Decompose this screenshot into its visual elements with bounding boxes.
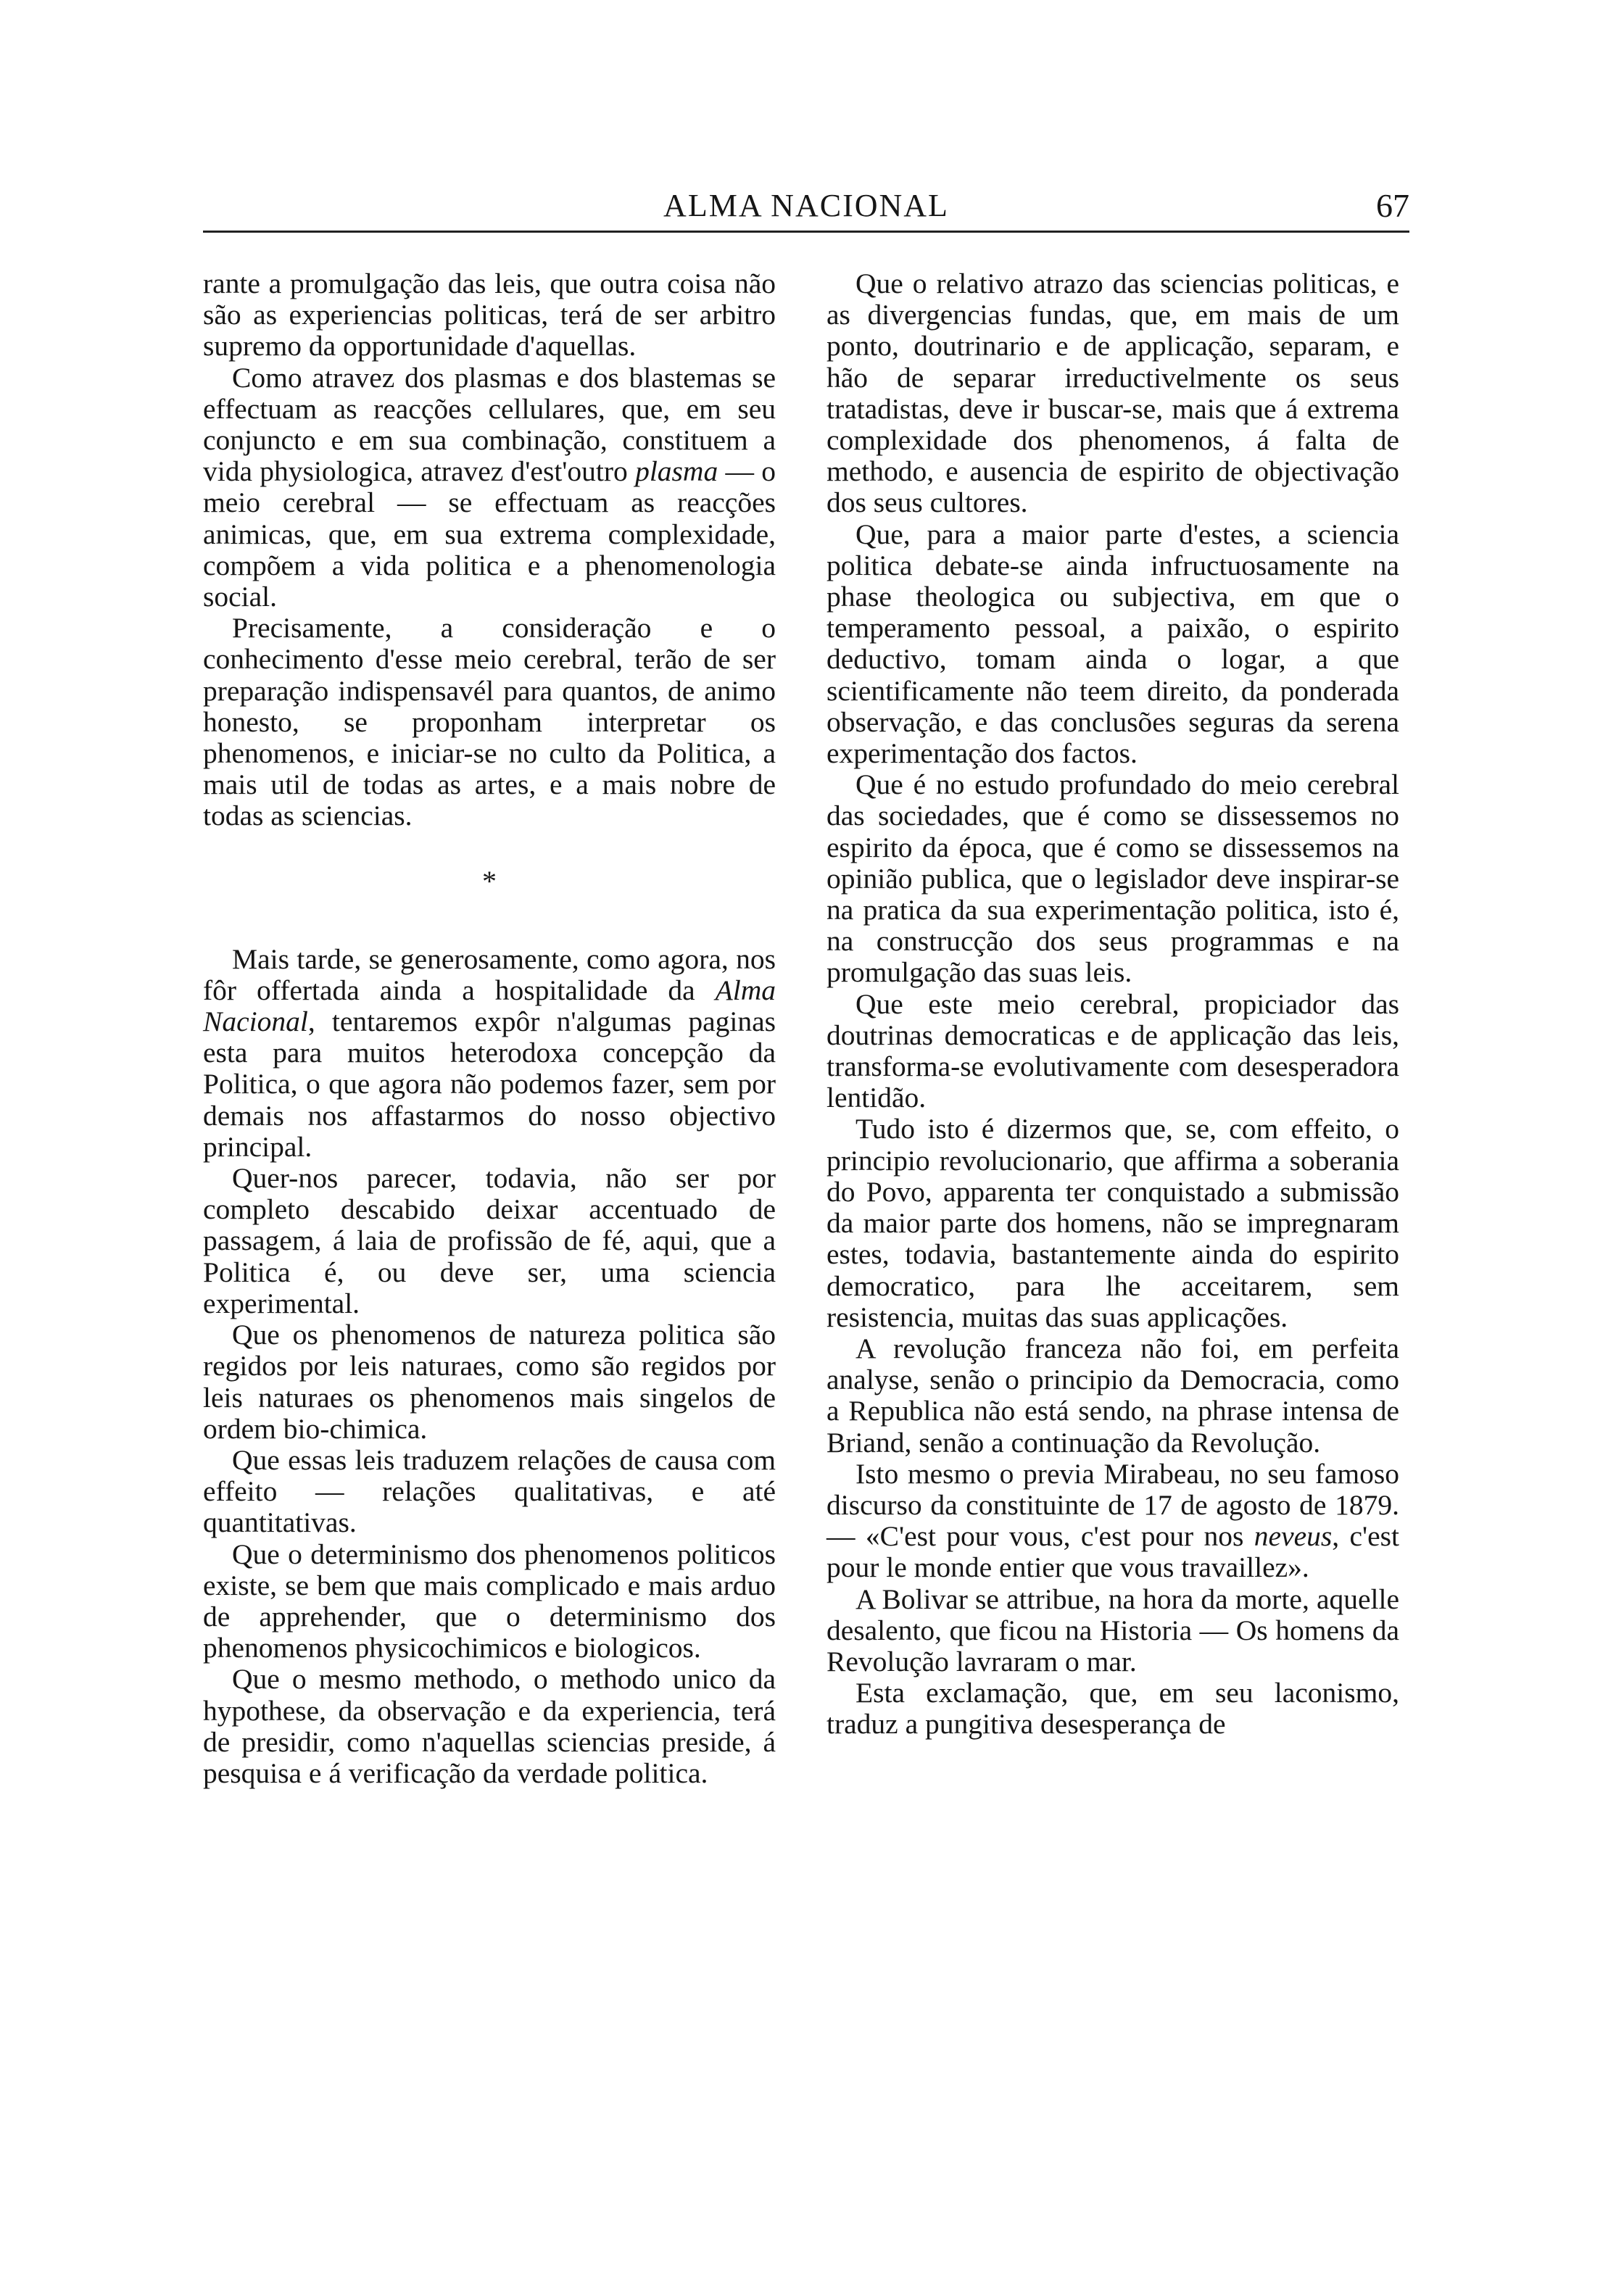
paragraph: rante a promulgação das leis, que outra coisa não são as experiencias politicas, terá de ser arbitro supremo da opportunidade d'aquellas. [203, 267, 776, 362]
paragraph [203, 362, 776, 613]
paragraph: A revolução franceza não foi, em perfeita analyse, senão o principio da Democracia, como a Republica não está sendo, na phrase intensa de Briand, senão a continuação da Revolução. [826, 1332, 1399, 1459]
header-rule [203, 231, 1409, 233]
paragraph: Que este meio cerebral, propiciador das doutrinas democraticas e de applicação das leis, transforma-se evolutivamente com desesperadora lentidão. [826, 987, 1399, 1114]
paragraph-text: — o meio cerebral — se effectuam as reacções animicas, que, em sua extrema complexidade, compõem a vida politica e a phenomenologia social. [203, 455, 776, 613]
italic-title: Alma Nacional [203, 974, 776, 1038]
left-column [203, 268, 776, 1789]
paragraph: A Bolivar se attribue, na hora da morte, aquelle desalento, que ficou na Historia — Os homens da Revolução lavraram o mar. [826, 1583, 1399, 1677]
italic-word: neveus [1254, 1520, 1333, 1553]
paragraph: Que o mesmo methodo, o methodo unico da hypothese, da observação e da experiencia, terá de presidir, como n'aquellas sciencias preside, á pesquisa e á verificação da verdade politica. [203, 1663, 776, 1789]
paragraph [826, 1459, 1399, 1584]
paragraph: Que é no estudo profundado do meio cerebral das sociedades, que é como se dissessemos no espirito da época, que é como se dissessemos na opinião publica, que o legislador deve inspirar-se na pratica da sua experimentação politica, isto é, na construcção dos seus programmas e na promulgação das suas leis. [826, 768, 1399, 989]
italic-term: plasma [635, 455, 718, 488]
paragraph: Que o determinismo dos phenomenos politicos existe, se bem que mais complicado e mais arduo de apprehender, que o determinismo dos phenomenos physicochimicos e biologicos. [203, 1538, 776, 1664]
paragraph-text: Mais tarde, se generosamente, como agora, nos fôr offertada ainda a hospitalidade da [203, 942, 776, 1006]
paragraph-text: , tentaremos expôr n'algumas paginas esta para muitos heterodoxa concepção da Politica, o que agora não podemos fazer, sem por demais nos affastarmos do nosso objectivo principal. [203, 1005, 776, 1163]
paragraph: Que o relativo atrazo das sciencias politicas, e as divergencias fundas, que, em mais de um ponto, doutrinario e de applicação, separam, e hão de separar irreductivelmente os seus tratadistas, deve ir buscar-se, mais que á extrema complexidade dos phenomenos, á falta de methodo, e ausencia de espirito de objectivação dos seus cultores. [826, 267, 1399, 519]
paragraph-text: Como atravez dos plasmas e dos blastemas se effectuam as reacções cellulares, que, em seu conjuncto e em sua combinação, constituem a vida physiologica, atravez d'est'outro [203, 361, 776, 488]
page-header [203, 184, 1409, 228]
running-title: ALMA NACIONAL [663, 188, 949, 223]
paragraph: Quer-nos parecer, todavia, não ser por completo descabido deixar accentuado de passagem, á laia de profissão de fé, aqui, que a Politica é, ou deve ser, uma sciencia experimental. [203, 1162, 776, 1319]
paragraph [203, 944, 776, 1163]
page-number: 67 [1376, 187, 1409, 224]
paragraph: Que os phenomenos de natureza politica são regidos por leis naturaes, como são regidos por leis naturaes os phenomenos mais singelos de ordem bio-chimica. [203, 1319, 776, 1445]
right-column [826, 268, 1399, 1741]
paragraph: Precisamente, a consideração e o conhecimento d'esse meio cerebral, terão de ser preparação indispensavél para quantos, de animo honesto, se proponham interpretar os phenomenos, e iniciar-se no culto da Politica, a mais util de todas as artes, e a mais nobre de todas as sciencias. [203, 612, 776, 832]
paragraph: Tudo isto é dizermos que, se, com effeito, o principio revolucionario, que affirma a soberania do Povo, apparenta ter conquistado a submissão da maior parte dos homens, não se impregnaram estes, todavia, bastantemente ainda do espirito democratico, para lhe acceitarem, sem resistencia, muitas das suas applicações. [826, 1113, 1399, 1333]
paragraph: Que essas leis traduzem relações de causa com effeito — relações qualitativas, e até quantitativas. [203, 1443, 776, 1539]
paragraph: Que, para a maior parte d'estes, a sciencia politica debate-se ainda infructuosamente na phase theologica ou subjectiva, em que o temperamento pessoal, a paixão, o espirito deductivo, tomam ainda o logar, a que scientificamente não teem direito, da ponderada observação, e das conclusões seguras da serena experimentação dos factos. [826, 518, 1399, 770]
paragraph-text: Isto mesmo o previa Mirabeau, no seu famoso discurso da constituinte de 17 de agosto de 1879. — «C'est pour vous, c'est pour nos [826, 1457, 1399, 1553]
section-separator: * [482, 864, 497, 897]
paragraph-text: , c'est pour le monde entier que vous travaillez». [826, 1520, 1400, 1584]
paragraph: Esta exclamação, que, em seu laconismo, traduz a pungitiva desesperança de [826, 1677, 1399, 1741]
